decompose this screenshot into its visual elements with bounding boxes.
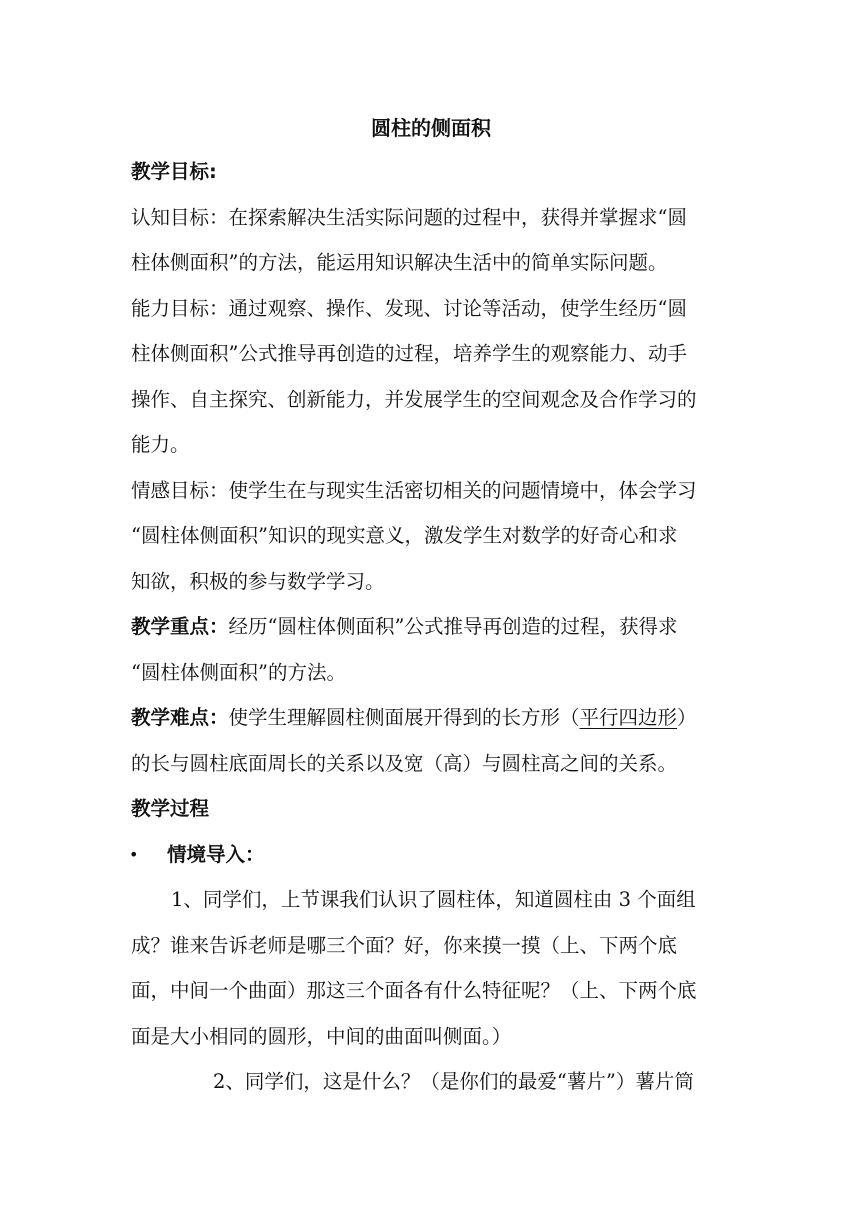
key-point-label: 教学重点：	[131, 615, 229, 638]
paragraph-1-line-4: 面是大小相同的圆形，中间的曲面叫侧面。）	[131, 1024, 512, 1048]
difficulty-line-2: 的长与圆柱底面周长的关系以及宽（高）与圆柱高之间的关系。	[131, 751, 678, 775]
emotion-objective-line-2: “圆柱体侧面积”知识的现实意义，激发学生对数学的好奇心和求	[131, 524, 678, 547]
paragraph-1-line-3: 面，中间一个曲面）那这三个面各有什么特征呢？（上、下两个底	[131, 979, 697, 1002]
bullet-icon: •	[129, 844, 139, 864]
document-title: 圆柱的侧面积	[371, 116, 491, 140]
ability-objective-line-4: 能力。	[131, 433, 190, 456]
cognitive-objective-line-2: 柱体侧面积”的方法，能运用知识解决生活中的简单实际问题。	[131, 251, 668, 274]
section-intro-title: 情境导入：	[167, 842, 265, 866]
key-point-line-1	[131, 604, 731, 650]
paragraph-1-line-2: 成？谁来告诉老师是哪三个面？好，你来摸一摸（上、下两个底	[131, 933, 678, 957]
difficulty-text-b: ）	[677, 706, 697, 729]
ability-objective-line-2: 柱体侧面积”公式推导再创造的过程，培养学生的观察能力、动手	[131, 342, 687, 365]
difficulty-line-1	[131, 695, 731, 741]
parallelogram-term: 平行四边形	[579, 706, 678, 729]
section-intro-heading	[131, 832, 731, 878]
difficulty-text-a: 使学生理解圆柱侧面展开得到的长方形（	[228, 706, 580, 729]
document-body	[131, 107, 731, 1105]
objectives-heading: 教学目标:	[131, 160, 217, 183]
key-point-text: 经历“圆柱体侧面积”公式推导再创造的过程，获得求	[228, 615, 678, 638]
emotion-objective-line-1: 情感目标：使学生在与现实生活密切相关的问题情境中，体会学习	[131, 478, 697, 502]
ability-objective-line-3: 操作、自主探究、创新能力，并发展学生的空间观念及合作学习的	[131, 387, 697, 411]
difficulty-label: 教学难点：	[131, 706, 229, 729]
paragraph-1-line-1: 1、同学们，上节课我们认识了圆柱体，知道圆柱由 3 个面组	[171, 888, 696, 911]
emotion-objective-line-3: 知欲，积极的参与数学学习。	[131, 569, 385, 593]
ability-objective-line-1: 能力目标：通过观察、操作、发现、讨论等活动，使学生经历“圆	[131, 296, 687, 320]
cognitive-objective-line-1: 认知目标：在探索解决生活实际问题的过程中，获得并掌握求“圆	[131, 205, 687, 229]
paragraph-2-line-1: 2、同学们，这是什么？（是你们的最爱“薯片”）薯片筒	[213, 1070, 694, 1093]
key-point-line-2: “圆柱体侧面积”的方法。	[131, 660, 346, 684]
process-heading: 教学过程	[131, 797, 210, 820]
